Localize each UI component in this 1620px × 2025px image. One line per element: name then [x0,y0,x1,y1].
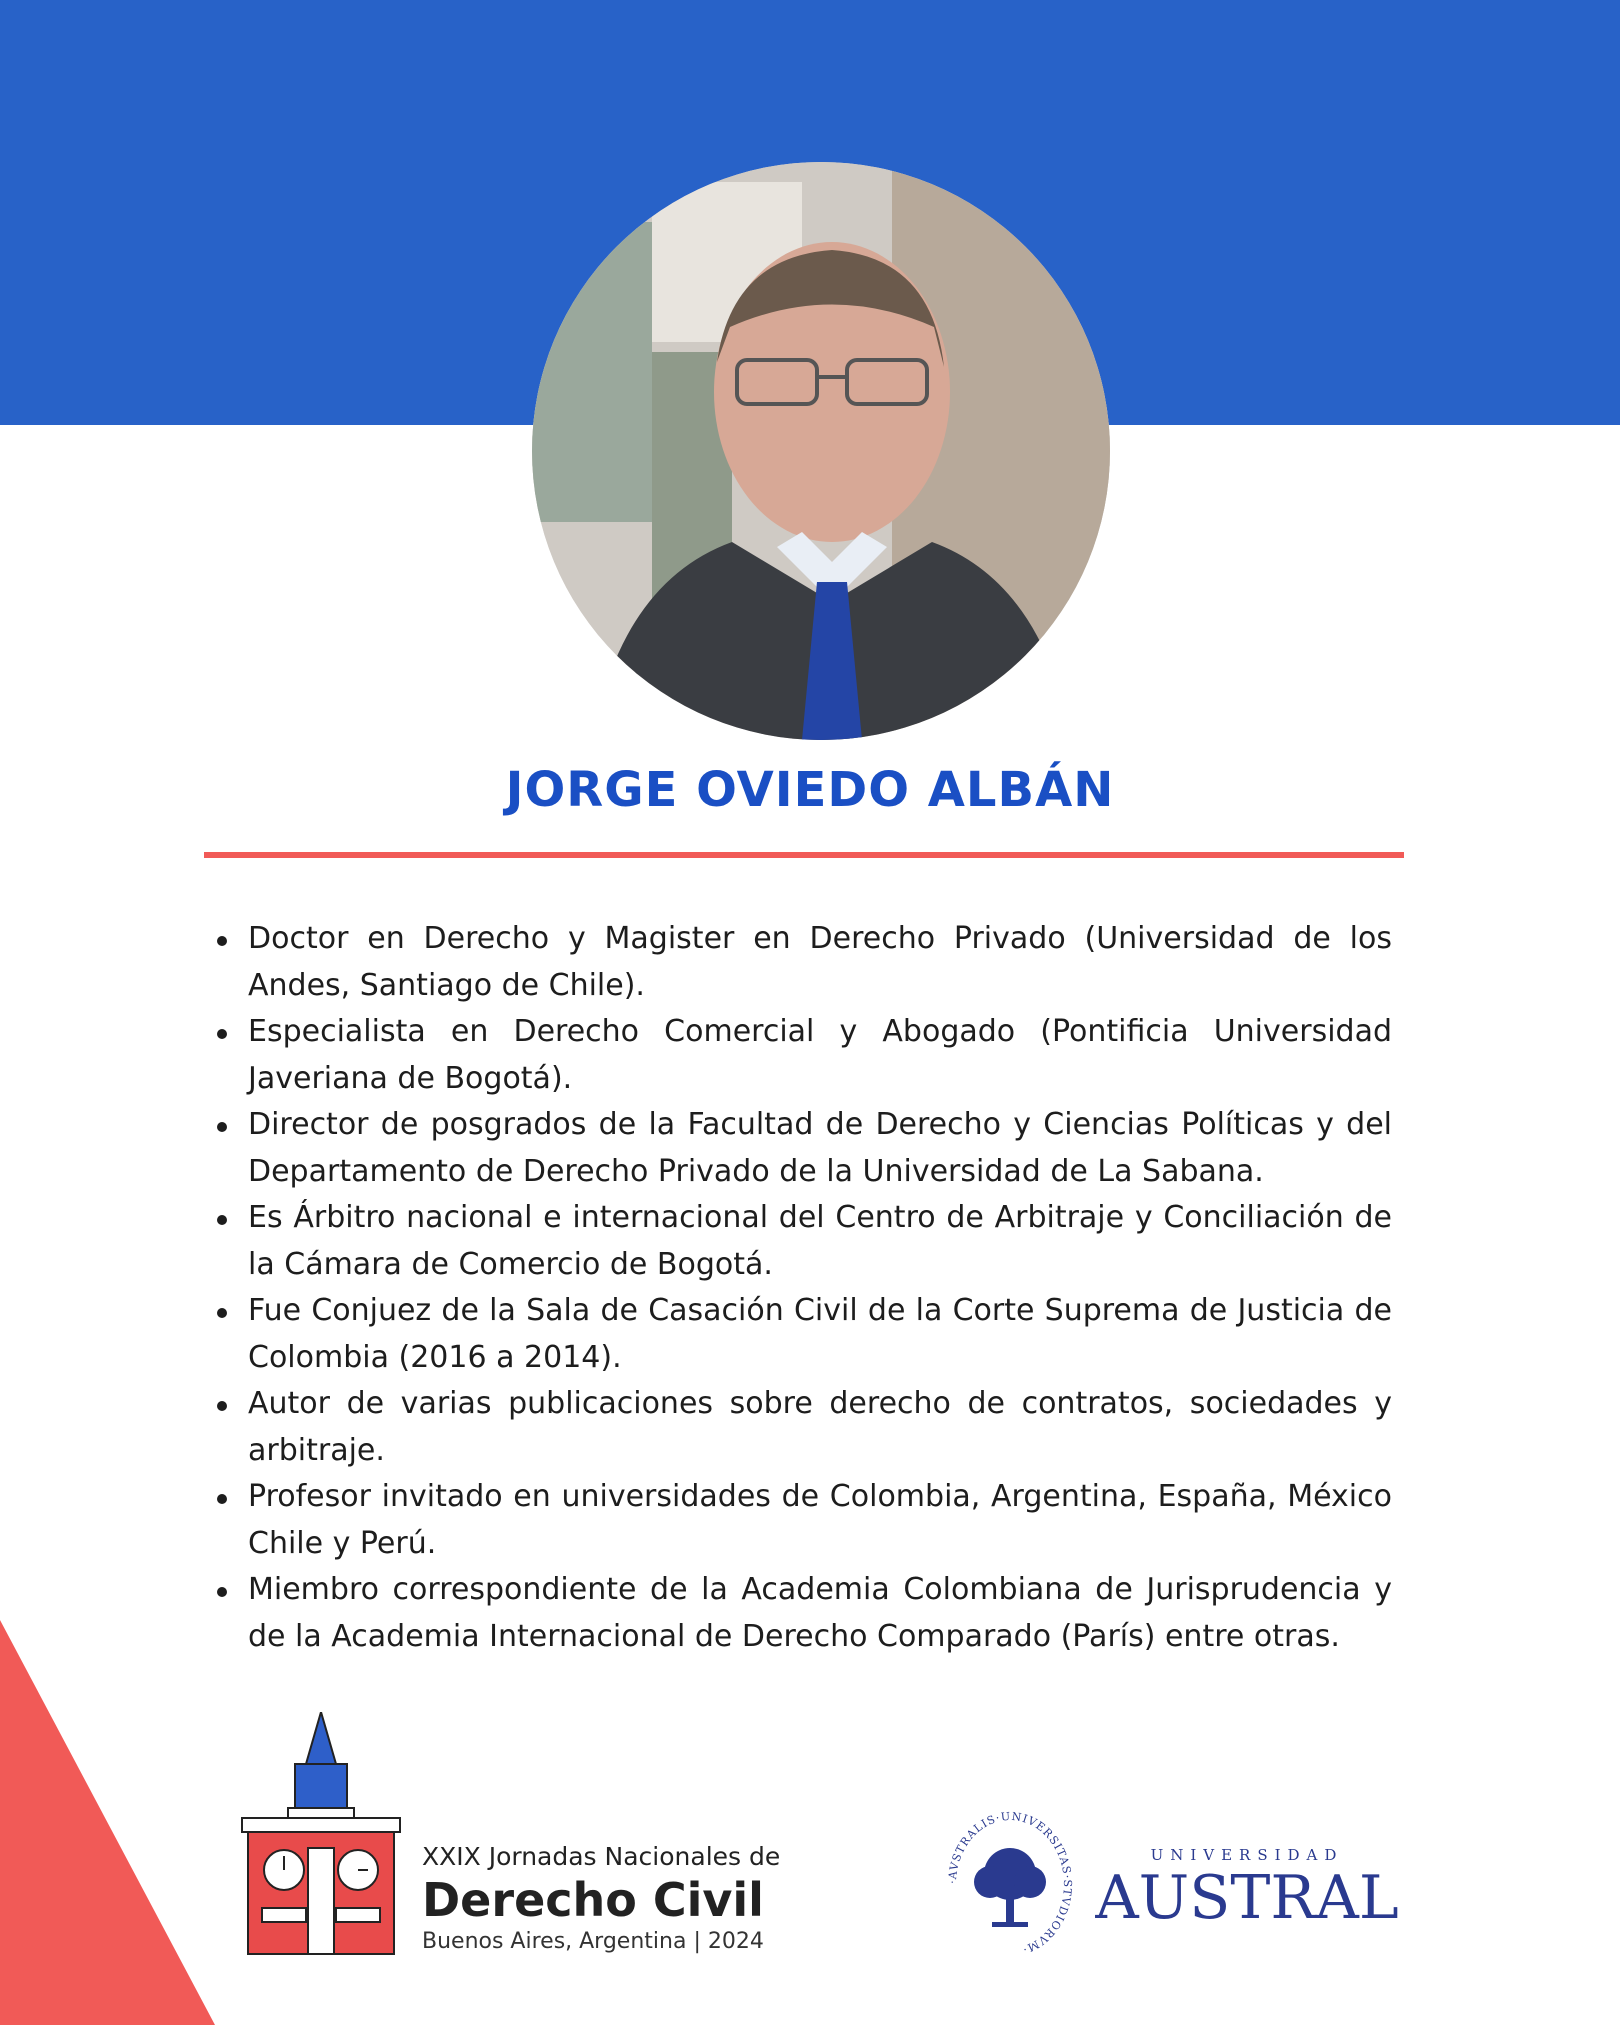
bullet-icon [217,1029,227,1039]
bio-item: Autor de varias publicaciones sobre derecho de contratos, sociedades y arbitraje. [210,1381,1392,1474]
university-wordmark [1092,1846,1402,1932]
bullet-icon [217,1215,227,1225]
bio-item: Especialista en Derecho Comercial y Abogado (Pontificia Universidad Javeriana de Bogotá). [210,1009,1392,1102]
bio-item: Fue Conjuez de la Sala de Casación Civil de la Corte Suprema de Justicia de Colombia (2016 a 2014). [210,1288,1392,1381]
bio-item: Miembro correspondiente de la Academia Colombiana de Jurisprudencia y de la Academia Internacional de Derecho Comparado (París) entre otras. [210,1567,1392,1660]
bullet-icon [217,1122,227,1132]
bio-item: Es Árbitro nacional e internacional del Centro de Arbitraje y Conciliación de la Cámara de Comercio de Bogotá. [210,1195,1392,1288]
bullet-icon [217,1401,227,1411]
tree-seal-icon [946,1808,1074,1960]
bio-item: Doctor en Derecho y Magister en Derecho Privado (Universidad de los Andes, Santiago de Chile). [210,916,1392,1009]
bullet-icon [217,1587,227,1597]
corner-triangle [0,1620,220,2025]
svg-text:·AVSTRALIS·UNIVERSITAS·STVDIOR: ·AVSTRALIS·UNIVERSITAS·STVDIORVM· [946,1809,1074,1957]
speaker-name: JORGE OVIEDO ALBÁN [505,762,1115,818]
event-title [422,1842,780,1954]
clock-tower-icon [240,1712,402,1957]
portrait-photo [532,162,1110,740]
bullet-icon [217,936,227,946]
event-subtitle: XXIX Jornadas Nacionales de [422,1842,781,1871]
bio-list [210,916,1392,1660]
bio-item: Director de posgrados de la Facultad de Derecho y Ciencias Políticas y del Departamento de Derecho Privado de la Universidad de La Sabana. [210,1102,1392,1195]
bio-item: Profesor invitado en universidades de Colombia, Argentina, España, México Chile y Perú. [210,1474,1392,1567]
bullet-icon [217,1308,227,1318]
event-name: Derecho Civil [422,1873,764,1927]
university-label: UNIVERSIDAD [1150,1846,1344,1864]
university-name: AUSTRAL [1095,1863,1399,1933]
name-divider [204,852,1404,858]
bullet-icon [217,1494,227,1504]
event-location-date: Buenos Aires, Argentina | 2024 [422,1929,764,1954]
